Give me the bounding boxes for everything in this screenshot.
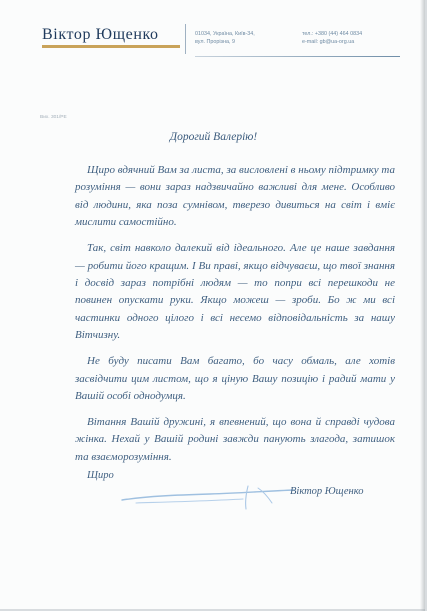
letterhead-divider	[185, 24, 186, 54]
letter-paragraph: Так, світ навколо далекий від ідеального. Але це наше завдання — робити його кращим. І Ви праві, якщо відчуваєш, що твої знання і досвід зараз потрібні людям — то попри всі перешкоди не повинен опускати руки. Якщо можеш — зроби. Бо ж ми всі частинки одного цілого і всі несемо відповідальність за нашу Вітчизну.	[75, 242, 395, 342]
letter-paragraph: Вітання Вашій дружині, я впевнений, що вона й справді чудова жінка. Нехай у Вашій родині завжди панують злагода, затишок та взаєморозуміння.	[75, 416, 395, 463]
page-edge-shadow	[420, 0, 425, 611]
letterhead-contacts	[302, 30, 362, 46]
letter-greeting: Дорогий Валерію!	[169, 131, 258, 143]
handwritten-signature	[118, 478, 298, 514]
letterhead-logo	[42, 26, 159, 44]
letter-body	[75, 162, 395, 475]
logo-underline	[42, 45, 180, 48]
letterhead-address	[195, 30, 255, 46]
letterhead-rule	[195, 56, 400, 57]
letterhead-name: Віктор Ющенко	[42, 26, 159, 43]
letter-paragraph: Не буду писати Вам багато, бо часу обмаль, але хотів засвідчити цим листом, що я ціную Вашу позицію і радий мати у Вашій особі однодумця.	[75, 355, 395, 403]
reference-number: Вих. 301/РЕ	[40, 115, 67, 120]
address-line-1: 01034, Україна, Київ-34,	[195, 31, 255, 37]
signer-name: Віктор Ющенко	[290, 486, 364, 497]
email-address: e-mail: gb@ua-org.ua	[302, 39, 355, 45]
phone-number: тел.: +380 (44) 464 0834	[302, 31, 363, 37]
letter-paragraph: Щиро вдячний Вам за листа, за висловлені в ньому підтримку та розуміння — вони зараз надзвичайно важливі для мене. Особливо від людини, яка поза сумнівом, тверезо дивиться на світ і вміє мислити самостійно.	[75, 164, 395, 229]
letter-closing: Щиро	[87, 470, 114, 481]
address-line-2: вул. Прорізна, 9	[195, 39, 235, 45]
